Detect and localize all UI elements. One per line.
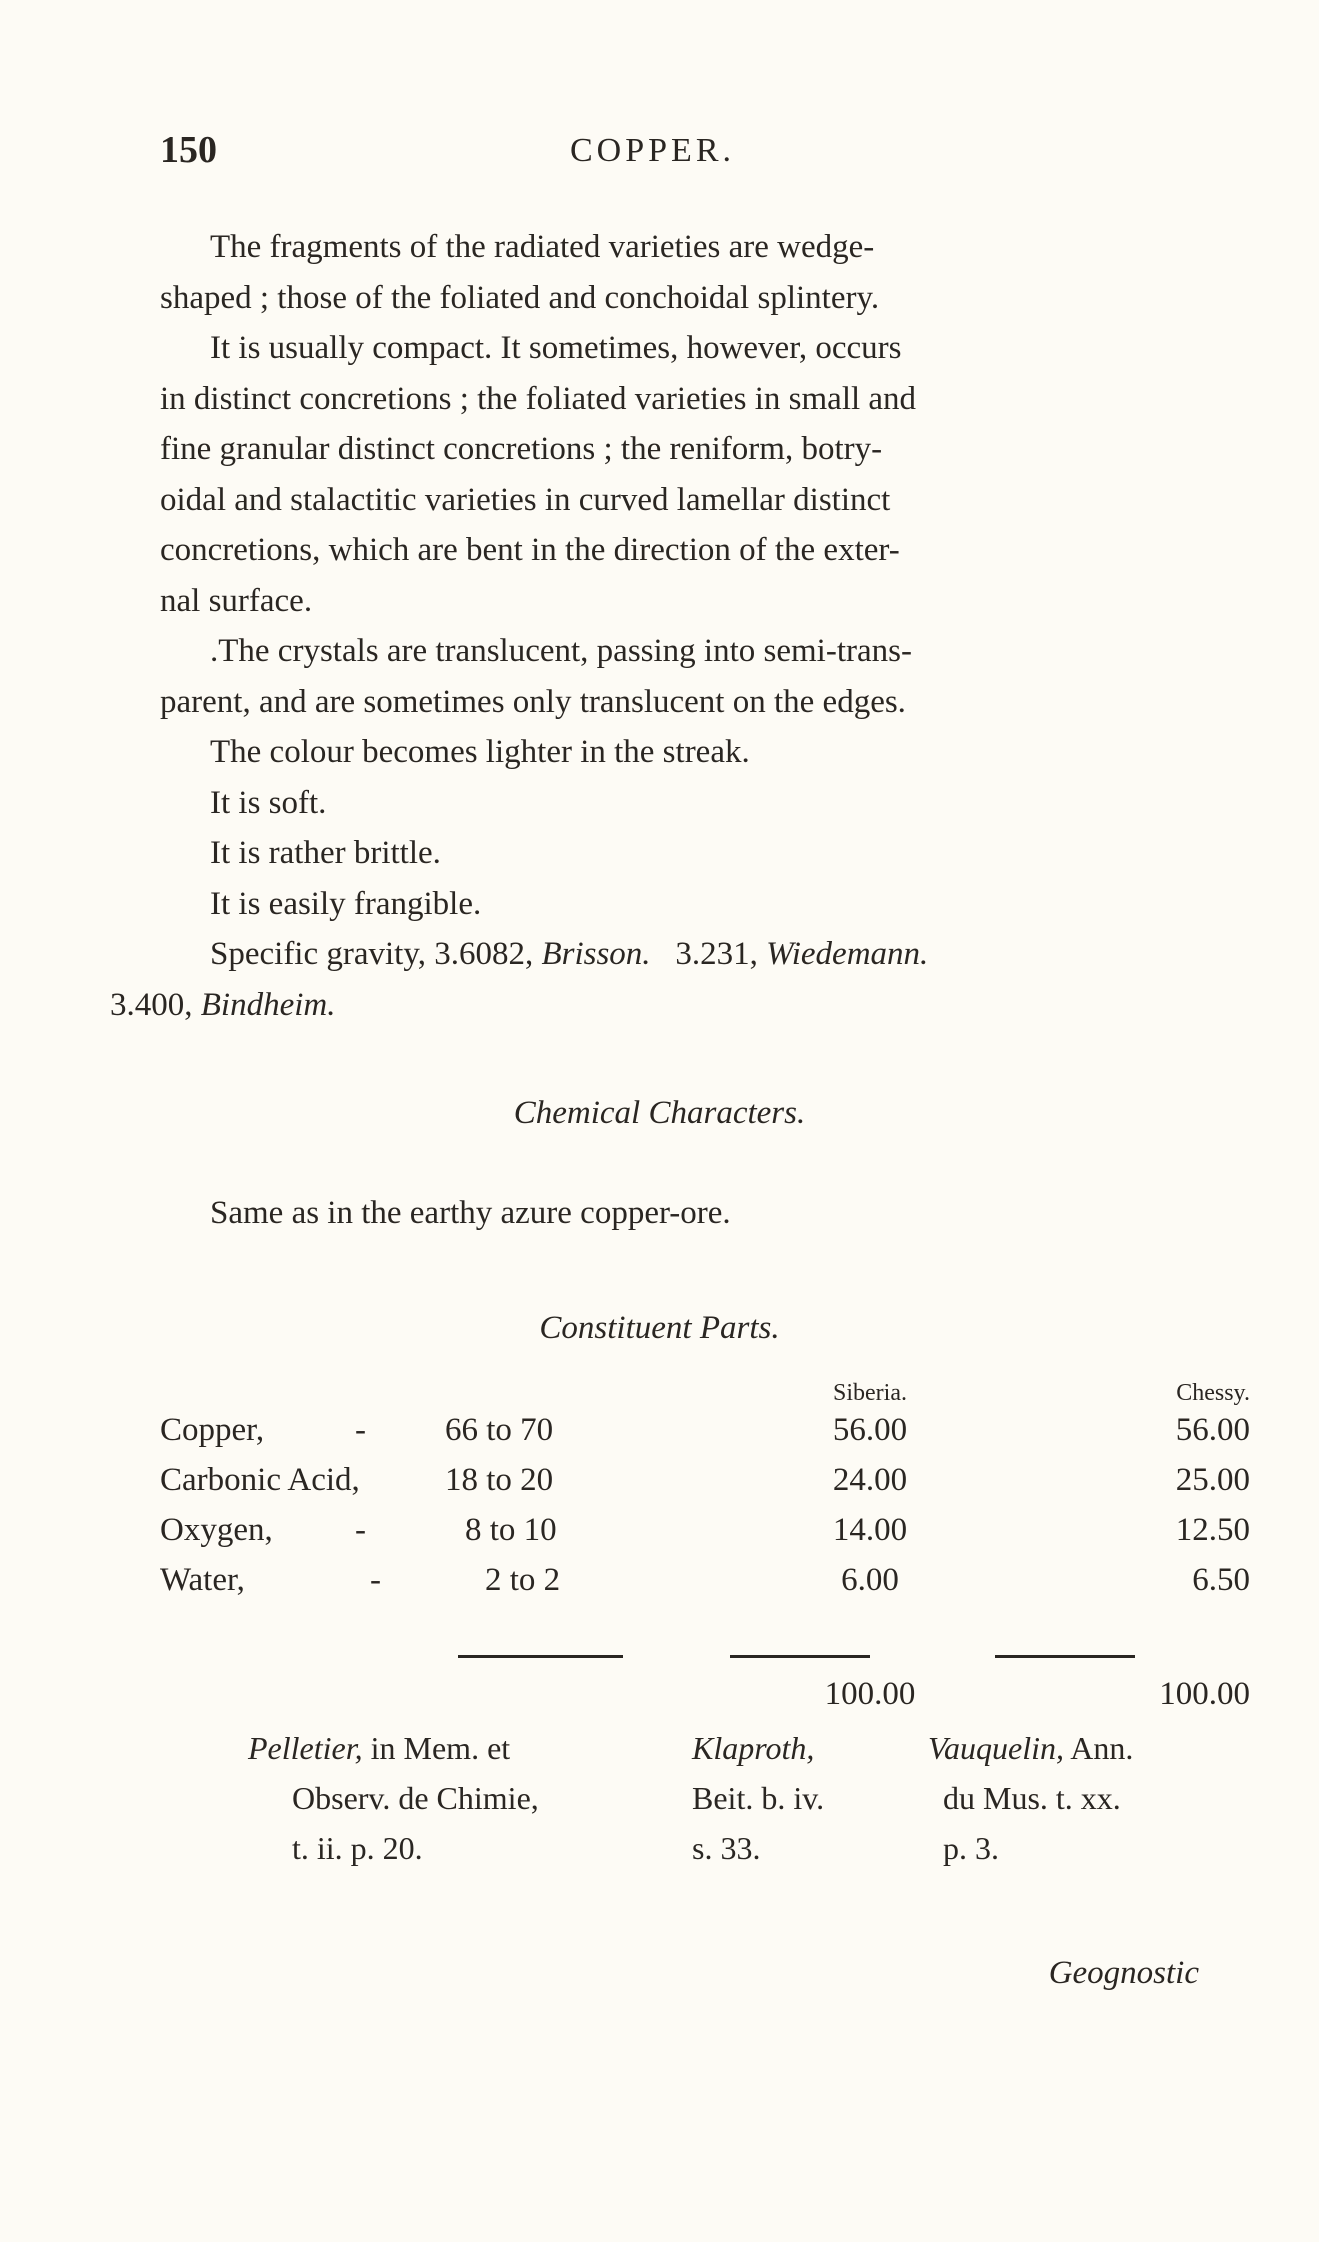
chessy-rule [995, 1655, 1135, 1658]
constituent-name: Oxygen, [160, 1512, 273, 1548]
range-rule [458, 1655, 623, 1658]
paragraph-specific-gravity: Specific gravity, 3.6082, Brisson. 3.231, Wiedemann. 3.400, Bindheim. [110, 936, 929, 1023]
constituent-name: Copper, [160, 1412, 265, 1448]
siberia-value: 24.00 [832, 1462, 908, 1498]
chessy-total: 100.00 [1159, 1676, 1250, 1712]
chessy-value: 6.50 [1192, 1562, 1250, 1598]
column-chessy: Chessy. [1176, 1380, 1250, 1406]
chessy-value: 12.50 [1175, 1512, 1250, 1548]
siberia-total: 100.00 [824, 1676, 916, 1712]
siberia-rule [730, 1655, 870, 1658]
paragraph-fragments: The fragments of the radiated varieties are wedge- shaped ; those of the foliated and conchoidal splintery. [160, 229, 880, 316]
chemical-text: Same as in the earthy azure copper-ore. [210, 1195, 731, 1231]
reference-pelletier: Pelletier, in Mem. et Observ. de Chimie, t. ii. p. 20. [248, 1730, 539, 1866]
constituent-range: 8 to 10 [465, 1512, 557, 1548]
chemical-heading: Chemical Characters. [513, 1095, 806, 1131]
constituent-dash: - [370, 1562, 381, 1598]
totals-row [160, 1676, 1250, 1726]
paragraph-frangible: It is easily frangible. [210, 885, 482, 922]
constituent-dash: - [355, 1512, 366, 1548]
reference-vauquelin: Vauquelin, Ann. du Mus. t. xx. p. 3. [928, 1730, 1134, 1866]
table-row [160, 1512, 1250, 1562]
paragraph-brittle: It is rather brittle. [210, 835, 441, 871]
siberia-value: 14.00 [832, 1512, 908, 1548]
table-row [160, 1562, 1250, 1612]
page-header [160, 128, 1220, 188]
constituent-name: Water, [160, 1562, 245, 1598]
table-row [160, 1462, 1250, 1512]
constituent-range: 18 to 20 [445, 1462, 554, 1498]
constituent-range: 2 to 2 [485, 1562, 561, 1598]
reference-klaproth: Klaproth, Beit. b. iv. s. 33. [692, 1730, 825, 1866]
table-row [160, 1412, 1250, 1462]
page-number: 150 [160, 129, 217, 171]
constituents-heading: Constituent Parts. [539, 1310, 780, 1346]
column-siberia: Siberia. [833, 1380, 907, 1406]
constituent-dash: - [355, 1412, 366, 1448]
chessy-value: 56.00 [1175, 1412, 1250, 1448]
constituent-range: 66 to 70 [445, 1412, 554, 1448]
constituent-name: Carbonic Acid, [160, 1462, 360, 1498]
catchword: Geognostic [1048, 1955, 1199, 1991]
description-text [110, 222, 1200, 1030]
running-title: COPPER. [570, 132, 735, 169]
paragraph-streak: The colour becomes lighter in the streak. [210, 734, 750, 770]
chessy-value: 25.00 [1175, 1462, 1250, 1498]
siberia-value: 56.00 [832, 1412, 908, 1448]
paragraph-concretions: It is usually compact. It sometimes, however, occurs in distinct concretions ; the foliated varieties in small and fine granular distinct concretions ; the reniform, botry- oidal and stalactitic varieties in curved lamellar distinct concretions, which are bent in the direction of the exter- nal surface. [160, 330, 917, 619]
siberia-value: 6.00 [841, 1562, 899, 1598]
paragraph-translucency: .The crystals are translucent, passing into semi-trans- parent, and are sometimes only translucent on the edges. [160, 633, 912, 720]
paragraph-soft: It is soft. [210, 784, 327, 821]
